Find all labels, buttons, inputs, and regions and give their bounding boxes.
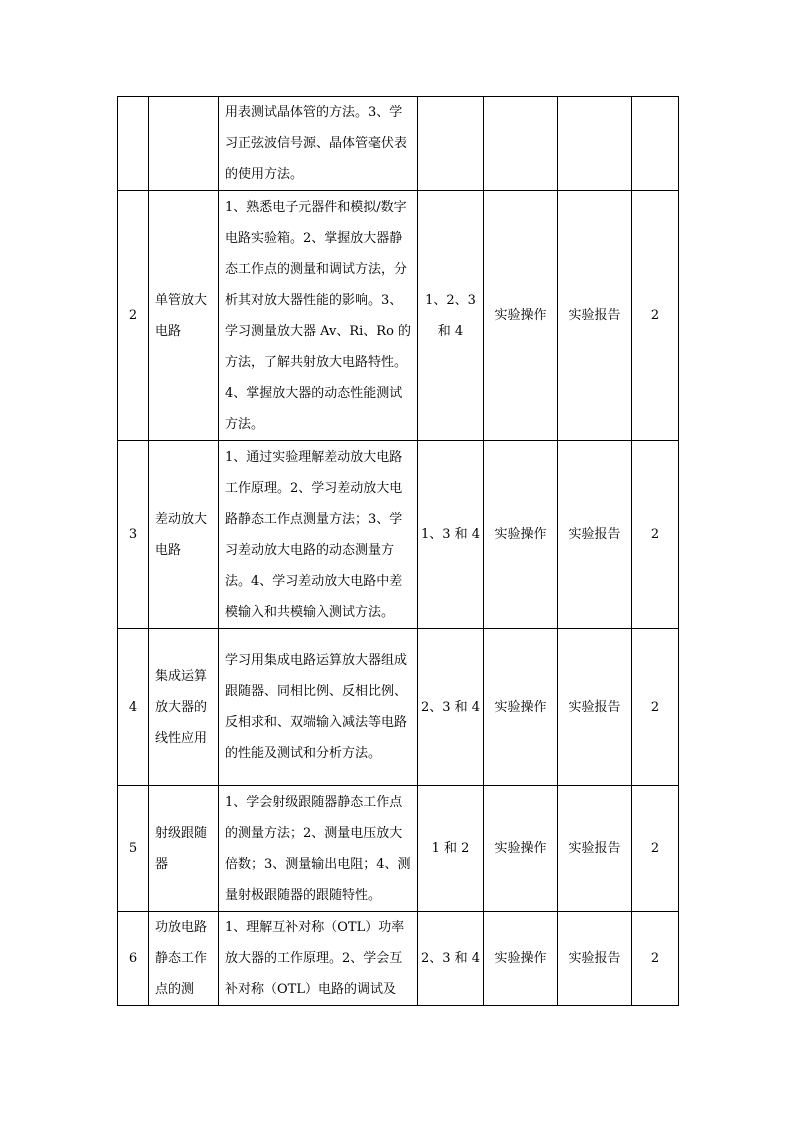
experiment-table bbox=[117, 96, 679, 1006]
assessment-method: 实验报告 bbox=[558, 786, 632, 912]
experiment-name bbox=[149, 912, 219, 1006]
assessment-method: 实验报告 bbox=[558, 441, 632, 629]
experiment-name bbox=[149, 441, 219, 629]
table-row bbox=[118, 441, 679, 629]
assessment-method: 实验报告 bbox=[558, 629, 632, 786]
class-hours: 2 bbox=[632, 441, 679, 629]
table-row bbox=[118, 912, 679, 1006]
experiment-name-line: 静态工作 bbox=[155, 951, 208, 966]
teaching-method: 实验操作 bbox=[484, 441, 558, 629]
table-row bbox=[118, 191, 679, 441]
experiment-name-line: 电路 bbox=[155, 323, 182, 339]
supported-objectives bbox=[418, 441, 484, 629]
experiment-name-line: 射级跟随 bbox=[155, 825, 208, 841]
row-number: 5 bbox=[118, 786, 149, 912]
supported-objectives bbox=[418, 191, 484, 441]
supported-objectives-line: 1 和 2 bbox=[431, 841, 470, 856]
class-hours bbox=[632, 97, 679, 191]
experiment-name-line: 集成运算 bbox=[155, 668, 208, 684]
class-hours: 2 bbox=[632, 912, 679, 1006]
experiment-name-line: 电路 bbox=[155, 542, 182, 558]
row-number: 2 bbox=[118, 191, 149, 441]
supported-objectives bbox=[418, 629, 484, 786]
teaching-method bbox=[484, 97, 558, 191]
supported-objectives bbox=[418, 97, 484, 191]
experiment-objective: 1、理解互补对称（OTL）功率放大器的工作原理。2、学会互补对称（OTL）电路的调试及 bbox=[219, 912, 418, 1006]
experiment-name-line: 线性应用 bbox=[155, 730, 208, 746]
experiment-objective: 1、熟悉电子元器件和模拟/数字电路实验箱。2、掌握放大器静态工作点的测量和调试方法，分析其对放大器性能的影响。3、学习测量放大器 Av、Ri、Ro 的方法，了解共射放大电路特性。4、掌握放大器的动态性能测试方法。 bbox=[219, 191, 418, 441]
experiment-objective: 1、通过实验理解差动放大电路工作原理。2、学习差动放大电路静态工作点测量方法；3、学习差动放大电路的动态测量方法。4、学习差动放大电路中差模输入和共模输入测试方法。 bbox=[219, 441, 418, 629]
supported-objectives-line: 和 4 bbox=[437, 323, 464, 339]
supported-objectives-line: 2、3 和 4 bbox=[420, 951, 481, 966]
supported-objectives-line: 1、3 和 4 bbox=[420, 527, 481, 542]
table-row bbox=[118, 97, 679, 191]
supported-objectives-line: 2、3 和 4 bbox=[420, 699, 481, 715]
experiment-name bbox=[149, 786, 219, 912]
class-hours: 2 bbox=[632, 191, 679, 441]
row-number: 4 bbox=[118, 629, 149, 786]
row-number: 3 bbox=[118, 441, 149, 629]
table-row bbox=[118, 786, 679, 912]
teaching-method: 实验操作 bbox=[484, 912, 558, 1006]
experiment-name bbox=[149, 191, 219, 441]
class-hours: 2 bbox=[632, 786, 679, 912]
experiment-name-line: 单管放大 bbox=[155, 292, 208, 308]
assessment-method: 实验报告 bbox=[558, 191, 632, 441]
experiment-objective: 学习用集成电路运算放大器组成跟随器、同相比例、反相比例、反相求和、双端输入减法等电路的性能及测试和分析方法。 bbox=[219, 629, 418, 786]
class-hours: 2 bbox=[632, 629, 679, 786]
experiment-name-line: 器 bbox=[155, 856, 169, 872]
experiment-name bbox=[149, 97, 219, 191]
experiment-name-line: 功放电路 bbox=[155, 920, 208, 935]
experiment-objective: 1、学会射级跟随器静态工作点的测量方法；2、测量电压放大倍数；3、测量输出电阻；4、测量射极跟随器的跟随特性。 bbox=[219, 786, 418, 912]
experiment-table-body bbox=[118, 97, 679, 1006]
table-row bbox=[118, 629, 679, 786]
experiment-name bbox=[149, 629, 219, 786]
experiment-objective: 用表测试晶体管的方法。3、学习正弦波信号源、晶体管毫伏表的使用方法。 bbox=[219, 97, 418, 191]
assessment-method: 实验报告 bbox=[558, 912, 632, 1006]
row-number bbox=[118, 97, 149, 191]
experiment-name-line: 差动放大 bbox=[155, 511, 208, 527]
supported-objectives-line: 1、2、3 bbox=[425, 292, 476, 308]
experiment-name-line: 放大器的 bbox=[155, 699, 208, 715]
teaching-method: 实验操作 bbox=[484, 629, 558, 786]
experiment-name-line: 点的测 bbox=[155, 982, 195, 997]
teaching-method: 实验操作 bbox=[484, 786, 558, 912]
supported-objectives bbox=[418, 912, 484, 1006]
teaching-method: 实验操作 bbox=[484, 191, 558, 441]
supported-objectives bbox=[418, 786, 484, 912]
assessment-method bbox=[558, 97, 632, 191]
row-number: 6 bbox=[118, 912, 149, 1006]
